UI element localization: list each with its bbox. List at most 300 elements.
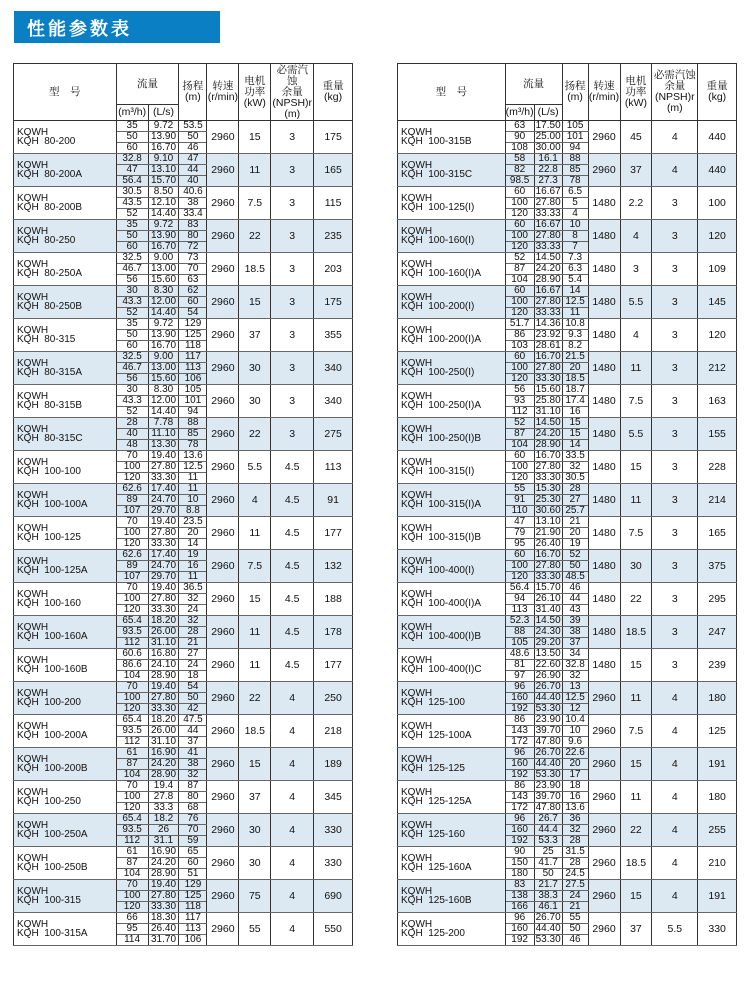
flow-ls-value: 33.33 bbox=[535, 307, 561, 318]
model-prefix-kqwh: KQWH bbox=[17, 193, 49, 204]
head-value: 24 bbox=[179, 605, 207, 616]
head-value: 53.5 bbox=[179, 121, 207, 132]
flow-ls-value: 13.50 bbox=[535, 648, 561, 659]
speed-value: 2960 bbox=[207, 319, 239, 352]
table-row bbox=[14, 649, 353, 660]
flow-m3h-value: 65.4 bbox=[116, 814, 148, 825]
weight-value: 165 bbox=[698, 517, 737, 550]
model-name: KQH 100-160B bbox=[17, 664, 88, 675]
head-value: 28 bbox=[562, 858, 588, 869]
model-cell bbox=[398, 121, 506, 154]
weight-value: 188 bbox=[314, 583, 353, 616]
table-row bbox=[14, 352, 353, 363]
flow-ls-value: 7.78 bbox=[148, 418, 179, 429]
model-cell bbox=[398, 385, 506, 418]
speed-value: 1480 bbox=[588, 583, 620, 616]
flow-ls-value: 26.70 bbox=[535, 912, 561, 923]
weight-value: 239 bbox=[698, 649, 737, 682]
flow-m3h-value: 107 bbox=[116, 572, 148, 583]
table-row bbox=[14, 847, 353, 858]
flow-ls-value: 19.40 bbox=[148, 517, 179, 528]
flow-ls-value: 47.80 bbox=[535, 802, 561, 813]
power-value: 7.5 bbox=[620, 517, 652, 550]
flow-m3h-value: 160 bbox=[505, 759, 534, 770]
npsh-value: 3 bbox=[271, 154, 314, 187]
model-cell bbox=[14, 748, 117, 781]
flow-ls-value: 50 bbox=[534, 869, 562, 880]
model-prefix-kqwh: KQWH bbox=[17, 919, 49, 930]
model-name: KQH 100-250(I)B bbox=[401, 433, 482, 444]
flow-m3h-value: 83 bbox=[505, 880, 534, 891]
head-value: 10 bbox=[562, 726, 588, 737]
model-prefix-kqwh: KQWH bbox=[401, 754, 433, 765]
speed-value: 1480 bbox=[588, 451, 620, 484]
npsh-value: 3 bbox=[652, 550, 698, 583]
power-value: 11 bbox=[239, 517, 271, 550]
flow-ls-value: 53.3 bbox=[534, 836, 562, 847]
flow-m3h-value: 100 bbox=[505, 561, 534, 572]
weight-value: 165 bbox=[314, 154, 353, 187]
flow-ls-value: 28.61 bbox=[535, 340, 561, 351]
head-value: 4 bbox=[562, 209, 588, 220]
speed-value: 2960 bbox=[207, 352, 239, 385]
model-name: KQH 100-315C bbox=[401, 169, 473, 180]
npsh-value: 4.5 bbox=[271, 451, 314, 484]
speed-value: 1480 bbox=[588, 385, 620, 418]
table-row bbox=[398, 847, 737, 858]
flow-m3h-value: 107 bbox=[116, 506, 148, 517]
head-value: 32 bbox=[562, 671, 588, 682]
npsh-value: 5.5 bbox=[652, 913, 698, 946]
model-prefix-kqwh: KQWH bbox=[17, 886, 49, 897]
head-value: 32 bbox=[179, 594, 207, 605]
flow-m3h-value: 60 bbox=[505, 550, 534, 561]
model-name: KQH 100-315(I) bbox=[401, 466, 475, 477]
model-name: KQH 100-200 bbox=[17, 697, 81, 708]
header-speed: 转速 (r/min) bbox=[207, 64, 239, 121]
npsh-value: 3 bbox=[271, 418, 314, 451]
table-row bbox=[14, 682, 353, 693]
weight-value: 228 bbox=[698, 451, 737, 484]
head-value: 20 bbox=[562, 363, 588, 374]
flow-ls-value: 13.10 bbox=[148, 165, 179, 176]
model-cell bbox=[398, 220, 506, 253]
flow-m3h-value: 61 bbox=[116, 847, 148, 858]
flow-m3h-value: 96 bbox=[505, 748, 534, 759]
speed-value: 2960 bbox=[207, 649, 239, 682]
table-row bbox=[398, 550, 737, 561]
model-cell bbox=[398, 154, 506, 187]
head-value: 125 bbox=[179, 891, 207, 902]
head-value: 54 bbox=[179, 682, 207, 693]
flow-ls-value: 15.60 bbox=[535, 384, 561, 395]
weight-value: 375 bbox=[698, 550, 737, 583]
flow-ls-value: 16.1 bbox=[534, 154, 562, 165]
model-prefix-kqwh: KQWH bbox=[17, 424, 49, 435]
power-value: 15 bbox=[239, 121, 271, 154]
flow-ls-value: 16.67 bbox=[535, 219, 561, 230]
flow-m3h-value: 87 bbox=[116, 759, 148, 770]
flow-ls-value: 21.90 bbox=[535, 527, 561, 538]
model-cell bbox=[398, 682, 506, 715]
flow-m3h-value: 93.5 bbox=[116, 627, 148, 638]
flow-m3h-value: 100 bbox=[116, 528, 148, 539]
flow-m3h-value: 52 bbox=[116, 308, 148, 319]
flow-ls-value: 31.40 bbox=[535, 604, 561, 615]
flow-ls-value: 12.00 bbox=[148, 396, 179, 407]
table-row bbox=[14, 484, 353, 495]
speed-value: 1480 bbox=[588, 253, 620, 286]
flow-ls-value: 24.20 bbox=[148, 858, 179, 869]
head-value: 80 bbox=[179, 231, 207, 242]
npsh-value: 3 bbox=[652, 517, 698, 550]
weight-value: 180 bbox=[698, 682, 737, 715]
flow-m3h-value: 52 bbox=[116, 209, 148, 220]
head-value: 40 bbox=[179, 176, 207, 187]
model-prefix-kqwh: KQWH bbox=[17, 490, 49, 501]
flow-m3h-value: 60 bbox=[505, 187, 534, 198]
speed-value: 1480 bbox=[588, 517, 620, 550]
head-value: 21 bbox=[179, 638, 207, 649]
head-value: 44 bbox=[179, 726, 207, 737]
head-value: 20 bbox=[562, 528, 588, 539]
table-row bbox=[14, 814, 353, 825]
head-value: 129 bbox=[179, 319, 207, 330]
head-value: 117 bbox=[179, 352, 207, 363]
speed-value: 2960 bbox=[207, 814, 239, 847]
head-value: 16 bbox=[562, 407, 588, 418]
head-value: 7 bbox=[562, 242, 588, 253]
flow-m3h-value: 89 bbox=[116, 561, 148, 572]
head-value: 80 bbox=[179, 792, 207, 803]
flow-m3h-value: 100 bbox=[505, 231, 534, 242]
header-speed: 转速 (r/min) bbox=[588, 64, 620, 121]
flow-m3h-value: 32.5 bbox=[116, 253, 148, 264]
speed-value: 2960 bbox=[588, 781, 620, 814]
table-row bbox=[398, 187, 737, 198]
power-value: 30 bbox=[620, 550, 652, 583]
weight-value: 191 bbox=[698, 880, 737, 913]
speed-value: 2960 bbox=[207, 583, 239, 616]
head-value: 16 bbox=[179, 561, 207, 572]
weight-value: 250 bbox=[314, 682, 353, 715]
table-row bbox=[398, 319, 737, 330]
model-cell bbox=[14, 286, 117, 319]
flow-m3h-value: 192 bbox=[505, 935, 534, 946]
flow-ls-value: 33.30 bbox=[535, 373, 561, 384]
flow-ls-value: 16.70 bbox=[148, 242, 179, 253]
flow-ls-value: 18.20 bbox=[148, 616, 179, 627]
head-value: 27.5 bbox=[562, 880, 588, 891]
flow-ls-value: 39.70 bbox=[535, 791, 561, 802]
head-value: 15 bbox=[562, 429, 588, 440]
flow-ls-value: 9.10 bbox=[148, 154, 179, 165]
weight-value: 690 bbox=[314, 880, 353, 913]
flow-m3h-value: 112 bbox=[116, 836, 148, 847]
flow-ls-value: 30.60 bbox=[535, 505, 561, 516]
flow-m3h-value: 70 bbox=[116, 682, 148, 693]
flow-ls-value: 31.10 bbox=[148, 638, 179, 649]
speed-value: 1480 bbox=[588, 319, 620, 352]
head-value: 5 bbox=[562, 198, 588, 209]
head-value: 32 bbox=[179, 616, 207, 627]
head-value: 87 bbox=[179, 781, 207, 792]
flow-m3h-value: 120 bbox=[116, 902, 148, 913]
speed-value: 1480 bbox=[588, 649, 620, 682]
header-flow-m3h: (m³/h) bbox=[116, 105, 148, 121]
model-name: KQH 125-125A bbox=[401, 796, 472, 807]
power-value: 4 bbox=[239, 484, 271, 517]
model-name: KQH 100-200A bbox=[17, 730, 88, 741]
flow-ls-value: 33.30 bbox=[148, 539, 179, 550]
flow-ls-value: 13.00 bbox=[148, 264, 179, 275]
speed-value: 2960 bbox=[207, 451, 239, 484]
flow-m3h-value: 70 bbox=[116, 451, 148, 462]
flow-ls-value: 15.70 bbox=[148, 176, 179, 187]
head-value: 12.5 bbox=[562, 297, 588, 308]
power-value: 11 bbox=[620, 781, 652, 814]
power-value: 18.5 bbox=[620, 847, 652, 880]
flow-m3h-value: 120 bbox=[116, 473, 148, 484]
flow-m3h-value: 91 bbox=[505, 495, 534, 506]
model-name: KQH 125-200 bbox=[401, 928, 465, 939]
head-value: 46 bbox=[562, 935, 588, 946]
weight-value: 100 bbox=[698, 187, 737, 220]
head-value: 44 bbox=[179, 165, 207, 176]
flow-m3h-value: 50 bbox=[116, 231, 148, 242]
flow-ls-value: 24.20 bbox=[535, 263, 561, 274]
flow-ls-value: 12.10 bbox=[148, 198, 179, 209]
model-cell bbox=[398, 616, 506, 649]
flow-ls-value: 23.90 bbox=[535, 714, 561, 725]
flow-m3h-value: 120 bbox=[505, 473, 534, 484]
flow-ls-value: 13.90 bbox=[148, 132, 179, 143]
header-flow: 流量 bbox=[116, 64, 179, 105]
speed-value: 2960 bbox=[207, 715, 239, 748]
speed-value: 2960 bbox=[207, 847, 239, 880]
flow-m3h-value: 48.6 bbox=[505, 649, 534, 660]
table-row bbox=[398, 517, 737, 528]
flow-m3h-value: 30 bbox=[116, 286, 148, 297]
flow-m3h-value: 52.3 bbox=[505, 616, 534, 627]
model-cell bbox=[398, 352, 506, 385]
power-value: 22 bbox=[239, 418, 271, 451]
model-name: KQH 100-315(I)A bbox=[401, 499, 482, 510]
flow-ls-value: 18.20 bbox=[148, 715, 179, 726]
model-name: KQH 80-315B bbox=[17, 400, 83, 411]
flow-m3h-value: 35 bbox=[116, 319, 148, 330]
table-row bbox=[398, 913, 737, 924]
head-value: 41 bbox=[179, 748, 207, 759]
table-row bbox=[398, 682, 737, 693]
model-name: KQH 100-125(I) bbox=[401, 202, 475, 213]
table-row bbox=[398, 583, 737, 594]
model-cell bbox=[398, 649, 506, 682]
model-prefix-kqwh: KQWH bbox=[401, 523, 433, 534]
flow-ls-value: 9.00 bbox=[148, 352, 179, 363]
flow-ls-value: 31.10 bbox=[535, 406, 561, 417]
flow-ls-value: 17.40 bbox=[148, 484, 179, 495]
flow-ls-value: 24.70 bbox=[148, 561, 179, 572]
flow-ls-value: 13.00 bbox=[148, 363, 179, 374]
model-prefix-kqwh: KQWH bbox=[17, 160, 49, 171]
weight-value: 155 bbox=[698, 418, 737, 451]
head-value: 7.3 bbox=[562, 253, 588, 264]
table-body-left bbox=[14, 121, 353, 946]
flow-m3h-value: 143 bbox=[505, 726, 534, 737]
model-name: KQH 100-315B bbox=[401, 136, 472, 147]
weight-value: 345 bbox=[314, 781, 353, 814]
npsh-value: 4 bbox=[652, 748, 698, 781]
npsh-value: 3 bbox=[652, 220, 698, 253]
flow-ls-value: 16.70 bbox=[535, 351, 561, 362]
npsh-value: 4 bbox=[652, 154, 698, 187]
head-value: 8.8 bbox=[179, 506, 207, 517]
flow-ls-value: 27.80 bbox=[148, 528, 179, 539]
speed-value: 1480 bbox=[588, 220, 620, 253]
power-value: 15 bbox=[239, 583, 271, 616]
model-name: KQH 100-200B bbox=[17, 763, 88, 774]
flow-ls-value: 26.00 bbox=[148, 627, 179, 638]
model-prefix-kqwh: KQWH bbox=[17, 259, 49, 270]
model-name: KQH 100-250(I)A bbox=[401, 400, 482, 411]
speed-value: 2960 bbox=[588, 748, 620, 781]
power-value: 5.5 bbox=[620, 286, 652, 319]
flow-ls-value: 16.90 bbox=[148, 748, 179, 759]
flow-ls-value: 27.80 bbox=[148, 462, 179, 473]
model-prefix-kqwh: KQWH bbox=[401, 622, 433, 633]
model-prefix-kqwh: KQWH bbox=[17, 589, 49, 600]
weight-value: 440 bbox=[698, 121, 737, 154]
npsh-value: 4 bbox=[271, 880, 314, 913]
model-prefix-kqwh: KQWH bbox=[17, 457, 49, 468]
head-value: 10.8 bbox=[562, 319, 588, 330]
weight-value: 145 bbox=[698, 286, 737, 319]
head-value: 106 bbox=[179, 935, 207, 946]
table-row bbox=[398, 154, 737, 165]
head-value: 28 bbox=[179, 627, 207, 638]
flow-m3h-value: 112 bbox=[505, 407, 534, 418]
power-value: 2.2 bbox=[620, 187, 652, 220]
flow-m3h-value: 100 bbox=[505, 198, 534, 209]
flow-ls-value: 26.70 bbox=[535, 681, 561, 692]
flow-ls-value: 53.30 bbox=[535, 769, 561, 780]
flow-m3h-value: 90 bbox=[505, 132, 534, 143]
header-weight: 重量 (kg) bbox=[698, 64, 737, 121]
flow-ls-value: 18.2 bbox=[148, 814, 179, 825]
model-cell bbox=[14, 583, 117, 616]
head-value: 60 bbox=[179, 858, 207, 869]
power-value: 22 bbox=[239, 220, 271, 253]
head-value: 18 bbox=[562, 781, 588, 792]
head-value: 40.6 bbox=[179, 187, 207, 198]
model-cell bbox=[14, 418, 117, 451]
model-prefix-kqwh: KQWH bbox=[17, 820, 49, 831]
head-value: 70 bbox=[179, 825, 207, 836]
model-prefix-kqwh: KQWH bbox=[401, 358, 433, 369]
flow-ls-value: 13.10 bbox=[535, 516, 561, 527]
header-power: 电机 功率 (kW) bbox=[620, 64, 652, 121]
head-value: 118 bbox=[179, 902, 207, 913]
speed-value: 2960 bbox=[207, 913, 239, 946]
head-value: 6.5 bbox=[562, 187, 588, 198]
flow-ls-value: 26.00 bbox=[148, 726, 179, 737]
model-prefix-kqwh: KQWH bbox=[401, 259, 433, 270]
flow-m3h-value: 108 bbox=[505, 143, 534, 154]
model-name: KQH 125-160A bbox=[401, 862, 472, 873]
speed-value: 2960 bbox=[588, 154, 620, 187]
table-row bbox=[14, 451, 353, 462]
flow-m3h-value: 60 bbox=[116, 242, 148, 253]
flow-ls-value: 11.10 bbox=[148, 429, 179, 440]
model-name: KQH 100-250A bbox=[17, 829, 88, 840]
flow-m3h-value: 82 bbox=[505, 165, 534, 176]
table-row bbox=[14, 880, 353, 891]
flow-m3h-value: 120 bbox=[505, 374, 534, 385]
model-name: KQH 100-160A bbox=[17, 631, 88, 642]
table-row bbox=[398, 715, 737, 726]
flow-m3h-value: 86.6 bbox=[116, 660, 148, 671]
power-value: 15 bbox=[620, 451, 652, 484]
table-row bbox=[398, 418, 737, 429]
model-prefix-kqwh: KQWH bbox=[17, 655, 49, 666]
model-prefix-kqwh: KQWH bbox=[401, 655, 433, 666]
model-cell bbox=[14, 451, 117, 484]
head-value: 21.5 bbox=[562, 352, 588, 363]
flow-m3h-value: 63 bbox=[505, 121, 534, 132]
model-prefix-kqwh: KQWH bbox=[401, 391, 433, 402]
model-name: KQH 80-315 bbox=[17, 334, 76, 345]
model-prefix-kqwh: KQWH bbox=[17, 226, 49, 237]
speed-value: 2960 bbox=[207, 484, 239, 517]
power-value: 11 bbox=[239, 649, 271, 682]
speed-value: 2960 bbox=[207, 880, 239, 913]
model-name: KQH 80-315A bbox=[17, 367, 83, 378]
head-value: 24 bbox=[179, 660, 207, 671]
weight-value: 177 bbox=[314, 517, 353, 550]
head-value: 105 bbox=[562, 121, 588, 132]
header-head: 扬程 (m) bbox=[562, 64, 588, 121]
table-row bbox=[398, 451, 737, 462]
flow-ls-value: 28.90 bbox=[148, 671, 179, 682]
flow-ls-value: 44.40 bbox=[535, 923, 561, 934]
flow-m3h-value: 95 bbox=[116, 924, 148, 935]
flow-ls-value: 44.40 bbox=[535, 692, 561, 703]
model-cell bbox=[398, 253, 506, 286]
speed-value: 1480 bbox=[588, 550, 620, 583]
flow-m3h-value: 166 bbox=[505, 902, 534, 913]
flow-m3h-value: 56 bbox=[505, 385, 534, 396]
table-row bbox=[14, 220, 353, 231]
flow-ls-value: 16.70 bbox=[148, 341, 179, 352]
head-value: 47 bbox=[179, 154, 207, 165]
flow-m3h-value: 120 bbox=[505, 209, 534, 220]
model-name: KQH 100-125A bbox=[17, 565, 88, 576]
flow-ls-value: 22.8 bbox=[534, 165, 562, 176]
weight-value: 91 bbox=[314, 484, 353, 517]
header-model: 型 号 bbox=[398, 64, 506, 121]
head-value: 32 bbox=[562, 462, 588, 473]
flow-m3h-value: 120 bbox=[116, 704, 148, 715]
weight-value: 295 bbox=[698, 583, 737, 616]
flow-m3h-value: 43.3 bbox=[116, 297, 148, 308]
header-flow-m3h: (m³/h) bbox=[505, 105, 534, 121]
flow-ls-value: 17.40 bbox=[148, 550, 179, 561]
table-row bbox=[14, 121, 353, 132]
model-cell bbox=[398, 781, 506, 814]
model-cell bbox=[14, 880, 117, 913]
weight-value: 210 bbox=[698, 847, 737, 880]
